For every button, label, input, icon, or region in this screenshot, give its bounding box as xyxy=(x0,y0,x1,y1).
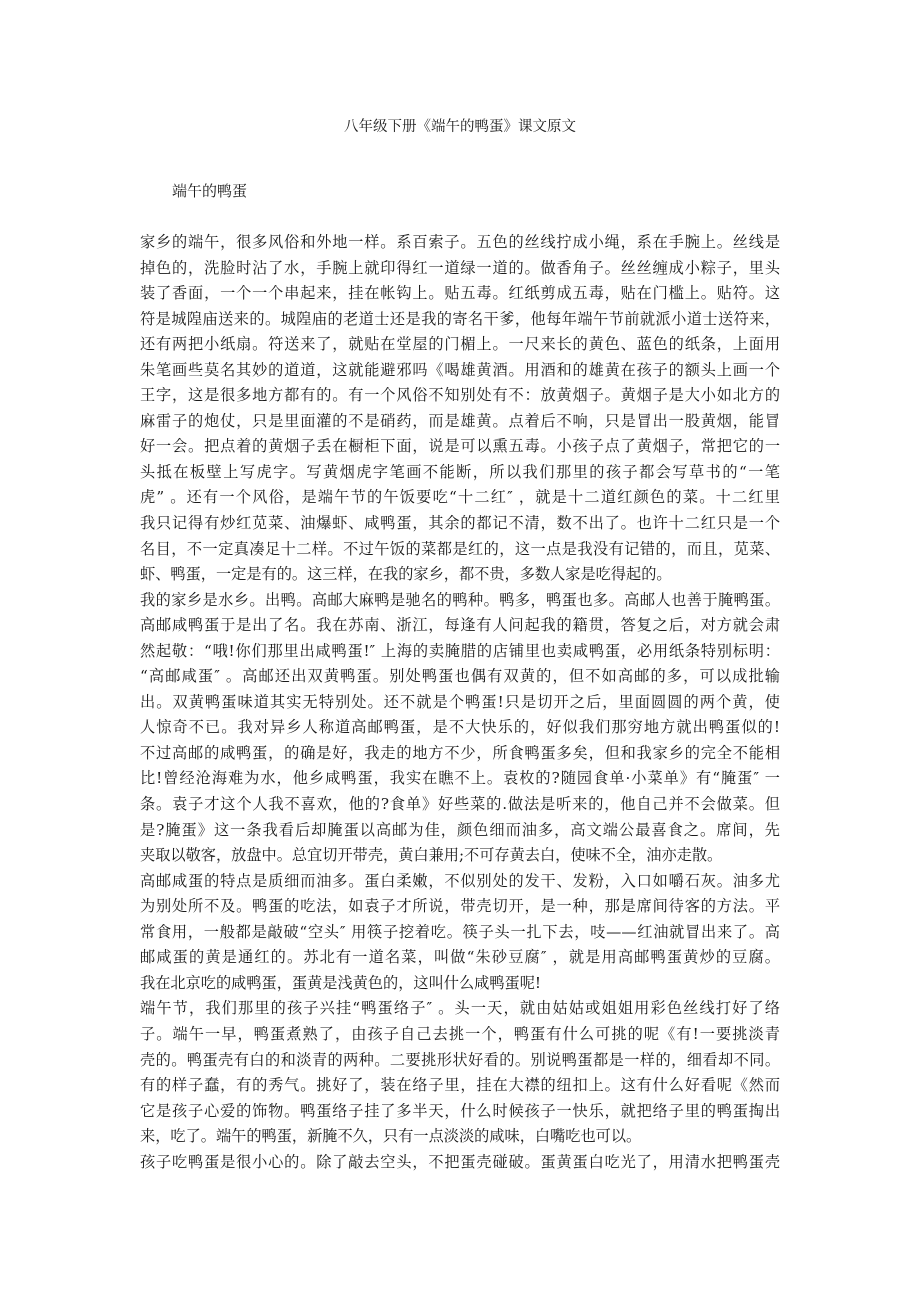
text-line: 好一会。把点着的黄烟子丢在橱柜下面，说是可以熏五毒。小孩子点了黄烟子，常把它的一 xyxy=(140,437,780,456)
text-line: 麻雷子的炮仗，只是里面灌的不是硝药，而是雄黄。点着后不响，只是冒出一股黄烟，能冒 xyxy=(140,411,780,430)
text-line: 子。端午一早，鸭蛋煮熟了，由孩子自己去挑一个，鸭蛋有什么可挑的呢《有!一要挑淡青 xyxy=(140,1024,780,1043)
text-line: 人惊奇不已。我对异乡人称道高邮鸭蛋，是不大快乐的，好似我们那穷地方就出鸭蛋似的! xyxy=(140,718,780,737)
text-line: 虾、鸭蛋，一定是有的。这三样，在我的家乡，都不贵，多数人家是吃得起的。 xyxy=(140,565,672,584)
text-line: 家乡的端午，很多风俗和外地一样。系百索子。五色的丝线拧成小绳，系在手腕上。丝线是 xyxy=(140,233,780,251)
text-line: 为别处所不及。鸭蛋的吃法，如袁子才所说，带壳切开，是一种，那是席间待客的方法。平 xyxy=(140,897,780,916)
text-line: 还有两把小纸扇。符送来了，就贴在堂屋的门楣上。一尺来长的黄色、蓝色的纸条，上面用 xyxy=(140,335,780,354)
article-subtitle: 端午的鸭蛋 xyxy=(172,182,248,200)
text-line: 我在北京吃的咸鸭蛋，蛋黄是浅黄色的，这叫什么咸鸭蛋呢! xyxy=(140,973,541,992)
text-line: 高邮咸鸭蛋于是出了名。我在苏南、浙江，每逢有人问起我的籍贯，答复之后，对方就会肃 xyxy=(140,616,780,635)
text-line: 出。双黄鸭蛋味道其实无特别处。还不就是个鸭蛋!只是切开之后，里面圆圆的两个黄，使 xyxy=(140,692,780,711)
text-line: 我只记得有炒红苋菜、油爆虾、咸鸭蛋，其余的都记不清，数不出了。也许十二红只是一个 xyxy=(140,514,780,533)
text-line: 比!曾经沧海难为水，他乡咸鸭蛋，我实在瞧不上。袁枚的?随园食单·小菜单》有“腌蛋″ 一 xyxy=(140,769,780,788)
text-line: 邮咸蛋的黄是通红的。苏北有一道名菜，叫做“朱砂豆腐″ ，就是用高邮鸭蛋黄炒的豆腐。 xyxy=(140,948,780,967)
text-line: 朱笔画些莫名其妙的道道，这就能避邪吗《喝雄黄酒。用酒和的雄黄在孩子的额头上画一个 xyxy=(140,360,780,379)
text-line: 端午节，我们那里的孩子兴挂“鸭蛋络子″ 。头一天，就由姑姑或姐姐用彩色丝线打好了络 xyxy=(140,999,780,1018)
text-line: 掉色的，洗脸时沾了水，手腕上就印得红一道绿一道的。做香角子。丝丝缠成小粽子，里头 xyxy=(140,258,780,277)
text-line: 条。袁子才这个人我不喜欢，他的?食单》好些菜的.做法是听来的，他自己并不会做菜。但 xyxy=(140,795,780,814)
article-body xyxy=(140,230,780,1175)
text-line: 高邮咸蛋的特点是质细而油多。蛋白柔嫩，不似别处的发干、发粉，入口如嚼石灰。油多尤 xyxy=(140,871,780,890)
text-line: 来，吃了。端午的鸭蛋，新腌不久，只有一点淡淡的咸味，白嘴吃也可以。 xyxy=(140,1127,642,1146)
text-line: “高邮咸蛋″ 。高邮还出双黄鸭蛋。别处鸭蛋也偶有双黄的，但不如高邮的多，可以成批输 xyxy=(140,667,780,686)
document-title: 八年级下册《端午的鸭蛋》课文原文 xyxy=(344,119,576,135)
text-line: 孩子吃鸭蛋是很小心的。除了敲去空头，不把蛋壳碰破。蛋黄蛋白吃光了，用清水把鸭蛋壳 xyxy=(140,1152,780,1171)
text-line: 名目，不一定真凑足十二样。不过午饭的菜都是红的，这一点是我没有记错的，而且，苋菜、 xyxy=(140,539,780,558)
text-line: 符是城隍庙送来的。城隍庙的老道士还是我的寄名干爹，他每年端午节前就派小道士送符来， xyxy=(140,309,780,328)
text-line: 它是孩子心爱的饰物。鸭蛋络子挂了多半天，什么时候孩子一快乐，就把络子里的鸭蛋掏出 xyxy=(140,1101,780,1120)
text-line: 虎” 。还有一个风俗，是端午节的午饭要吃“十二红″ ，就是十二道红颜色的菜。十二红里 xyxy=(140,488,780,507)
text-line: 夹取以敬客，放盘中。总宜切开带壳，黄白兼用;不可存黄去白，使味不全，油亦走散。 xyxy=(140,846,723,865)
text-line: 有的样子蠢，有的秀气。挑好了，装在络子里，挂在大襟的纽扣上。这有什么好看呢《然而 xyxy=(140,1076,780,1095)
text-line: 头抵在板壁上写虎字。写黄烟虎字笔画不能断，所以我们那里的孩子都会写草书的“一笔 xyxy=(140,462,780,481)
text-line: 我的家乡是水乡。出鸭。高邮大麻鸭是驰名的鸭种。鸭多，鸭蛋也多。高邮人也善于腌鸭蛋。 xyxy=(140,590,780,609)
text-line: 是?腌蛋》这一条我看后却腌蛋以高邮为佳，颜色细而油多，高文端公最喜食之。席间，先 xyxy=(140,820,780,839)
text-line: 常食用，一般都是敲破“空头″ 用筷子挖着吃。筷子头一扎下去，吱——红油就冒出来了。高 xyxy=(140,922,780,941)
text-line: 装了香面，一个一个串起来，挂在帐钩上。贴五毒。红纸剪成五毒，贴在门槛上。贴符。这 xyxy=(140,284,780,303)
text-line: 王字，这是很多地方都有的。有一个风俗不知别处有不：放黄烟子。黄烟子是大小如北方的 xyxy=(140,386,780,405)
text-line: 壳的。鸭蛋壳有白的和淡青的两种。二要挑形状好看的。别说鸭蛋都是一样的，细看却不同。 xyxy=(140,1050,780,1069)
text-line: 不过高邮的咸鸭蛋，的确是好，我走的地方不少，所食鸭蛋多矣，但和我家乡的完全不能相 xyxy=(140,743,780,762)
text-line: 然起敬：“哦!你们那里出咸鸭蛋!″ 上海的卖腌腊的店铺里也卖咸鸭蛋，必用纸条特别标明： xyxy=(140,641,780,660)
